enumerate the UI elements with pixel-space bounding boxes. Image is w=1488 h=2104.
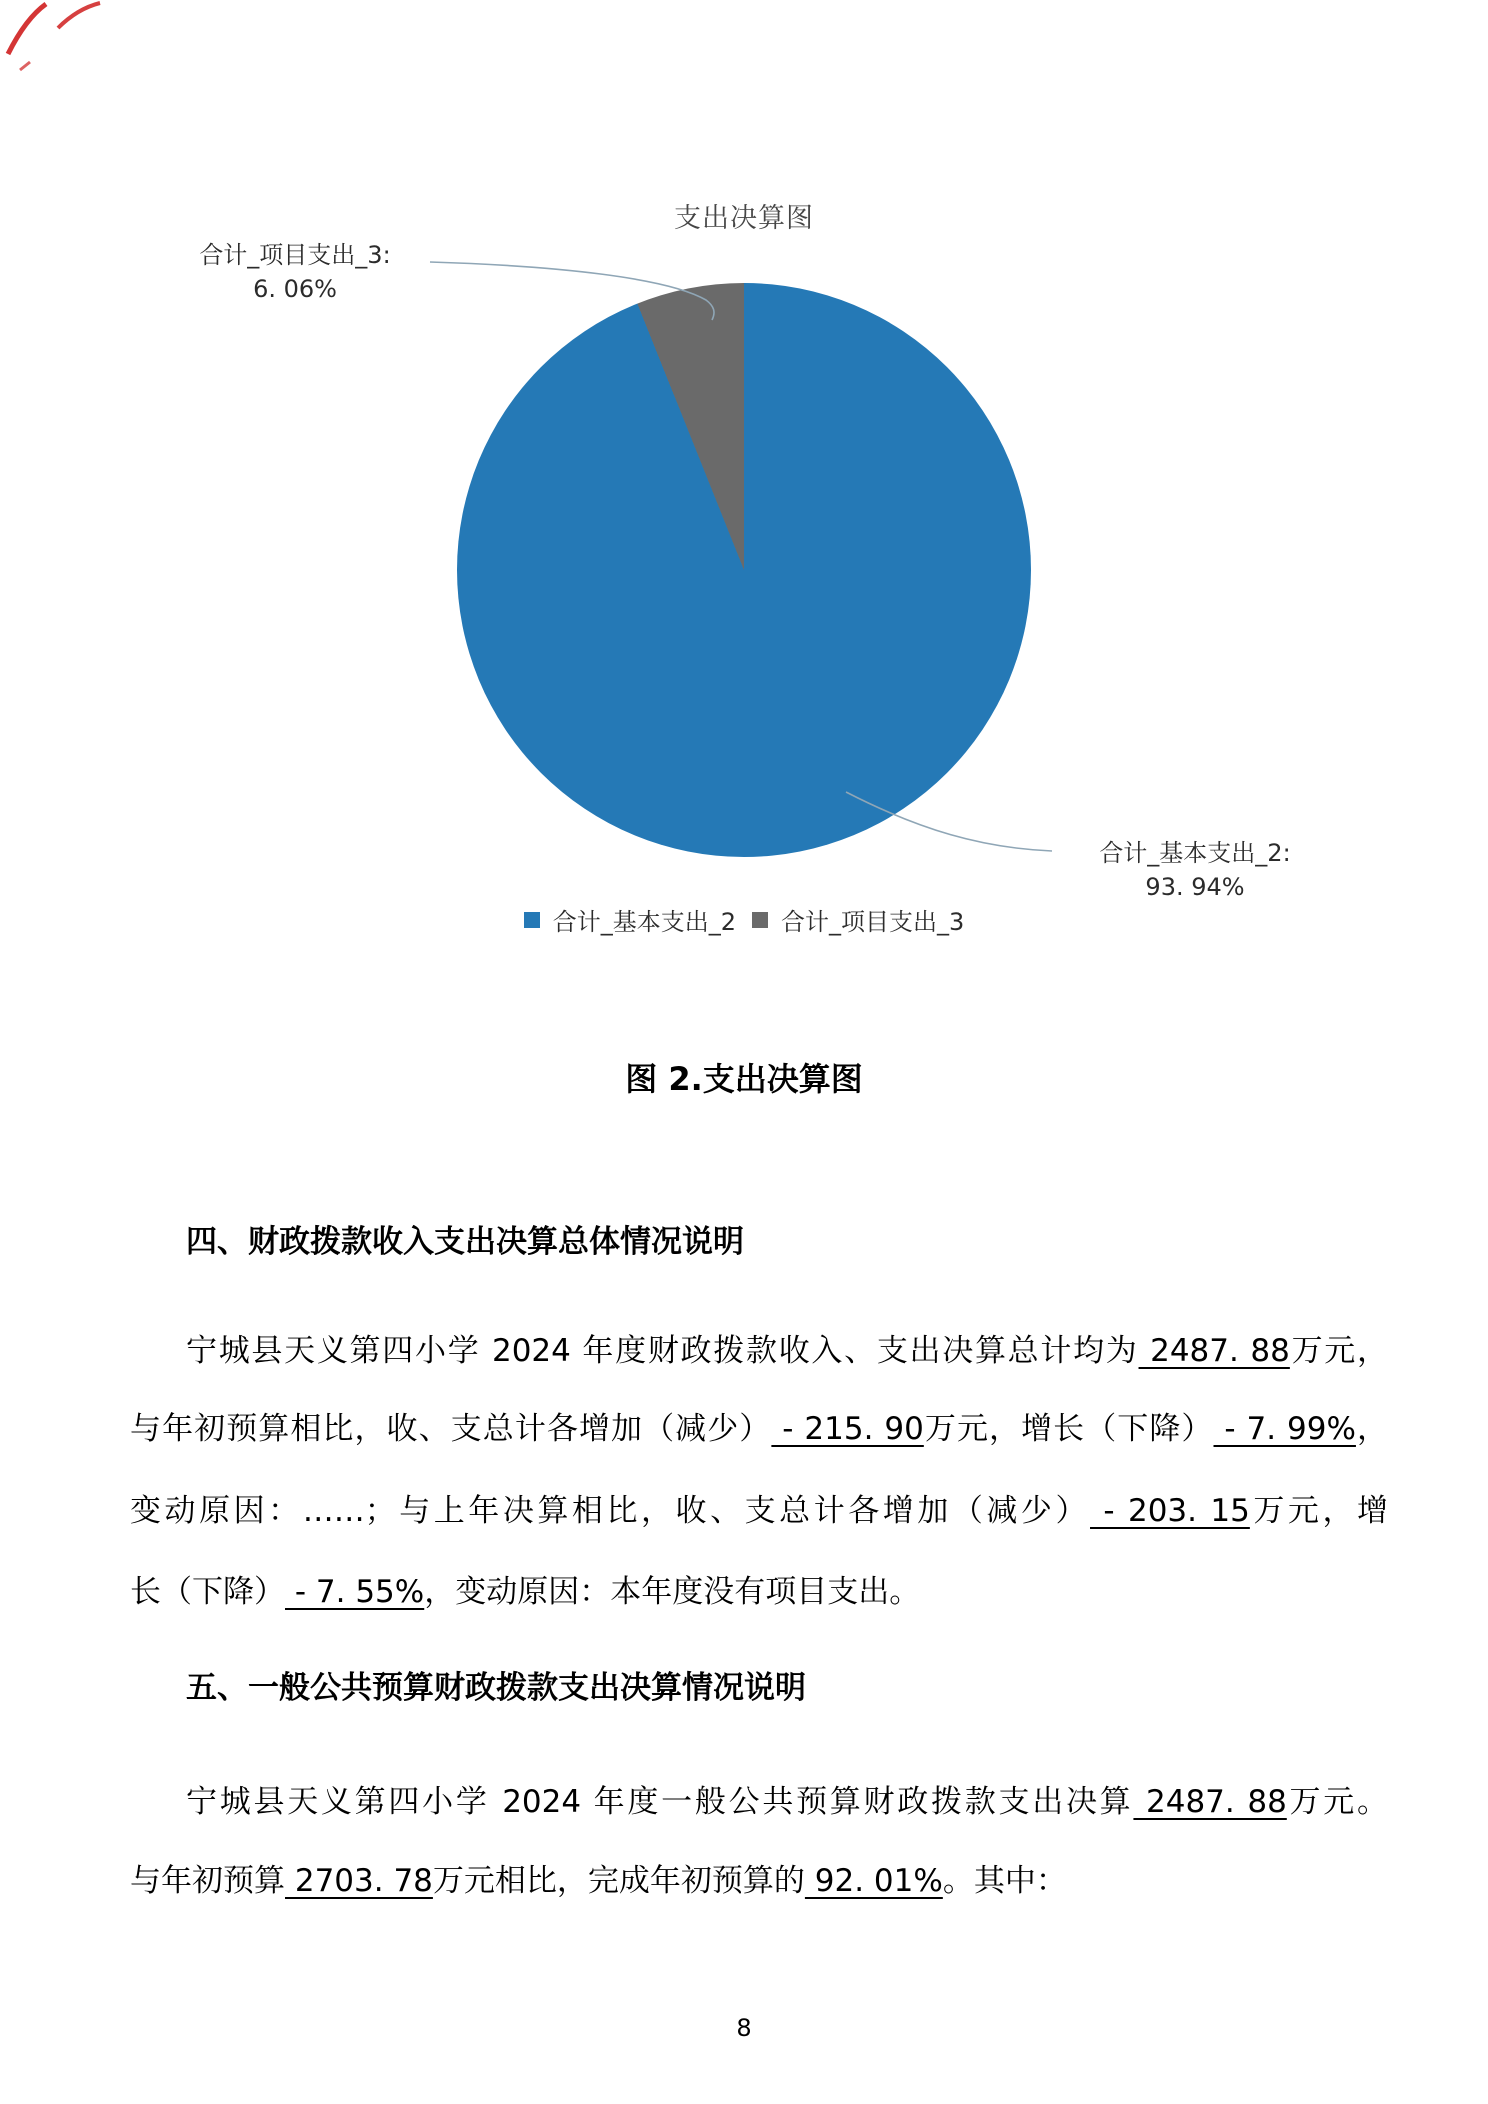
paragraph-line [130, 1571, 1388, 1613]
section-heading-4: 四、财政拨款收入支出决算总体情况说明 [186, 1224, 744, 1260]
paragraph-line [130, 1490, 1388, 1532]
text-run: 万元， [1289, 1333, 1388, 1369]
text-run: 宁城县天义第四小学 2024 年度一般公共预算财政拨款支出决算 [186, 1784, 1134, 1820]
text-run: ， [1355, 1411, 1389, 1447]
page-number: 8 [736, 2014, 752, 2042]
text-run: 变动原因：……；与上年决算相比，收、支总计各增加（减少） [130, 1493, 1091, 1529]
text-run: 宁城县天义第四小学 2024 年度财政拨款收入、支出决算总计均为 [186, 1333, 1139, 1369]
paragraph-line [130, 1408, 1388, 1450]
legend-label-basic: 合计_基本支出_2 [552, 908, 736, 936]
text-run: ，变动原因：本年度没有项目支出。 [424, 1574, 921, 1610]
underlined-value: 2487. 88 [1133, 1784, 1287, 1820]
text-run: 与年初预算 [130, 1863, 285, 1899]
data-label-project-value: 6. 06% [253, 275, 337, 303]
underlined-value: - 7. 99% [1213, 1411, 1356, 1447]
text-run: 万元，增长（下降） [923, 1411, 1214, 1447]
section-heading-5: 五、一般公共预算财政拨款支出决算情况说明 [186, 1670, 806, 1706]
data-label-project-name: 合计_项目支出_3: [199, 241, 391, 269]
underlined-value: - 215. 90 [771, 1411, 924, 1447]
text-run: 长（下降） [130, 1574, 285, 1610]
text-run: 与年初预算相比，收、支总计各增加（减少） [130, 1411, 772, 1447]
text-run: 万元，增 [1249, 1493, 1389, 1529]
underlined-value: 2703. 78 [285, 1863, 433, 1899]
underlined-value: 2487. 88 [1138, 1333, 1290, 1369]
figure-caption: 图 2.支出决算图 [625, 1060, 863, 1098]
underlined-value: - 7. 55% [285, 1574, 425, 1610]
chart-legend [0, 902, 1488, 937]
underlined-value: 92. 01% [804, 1863, 943, 1899]
underlined-value: - 203. 15 [1090, 1493, 1250, 1529]
text-run: 万元。 [1286, 1784, 1388, 1820]
legend-swatch-project [752, 912, 768, 928]
text-run: 。其中： [942, 1863, 1067, 1899]
legend-swatch-basic [524, 912, 540, 928]
data-label-basic-value: 93. 94% [1145, 873, 1245, 901]
pie-graphic [457, 283, 1031, 857]
paragraph-line [130, 1330, 1388, 1372]
data-label-project [150, 238, 440, 306]
chart-title: 支出决算图 [674, 203, 814, 234]
legend-label-project: 合计_项目支出_3 [781, 908, 965, 936]
data-label-basic-name: 合计_基本支出_2: [1099, 839, 1291, 867]
paragraph-line [130, 1781, 1388, 1823]
paragraph-line [130, 1860, 1388, 1902]
text-run: 万元相比，完成年初预算的 [432, 1863, 805, 1899]
data-label-basic [1040, 836, 1350, 904]
